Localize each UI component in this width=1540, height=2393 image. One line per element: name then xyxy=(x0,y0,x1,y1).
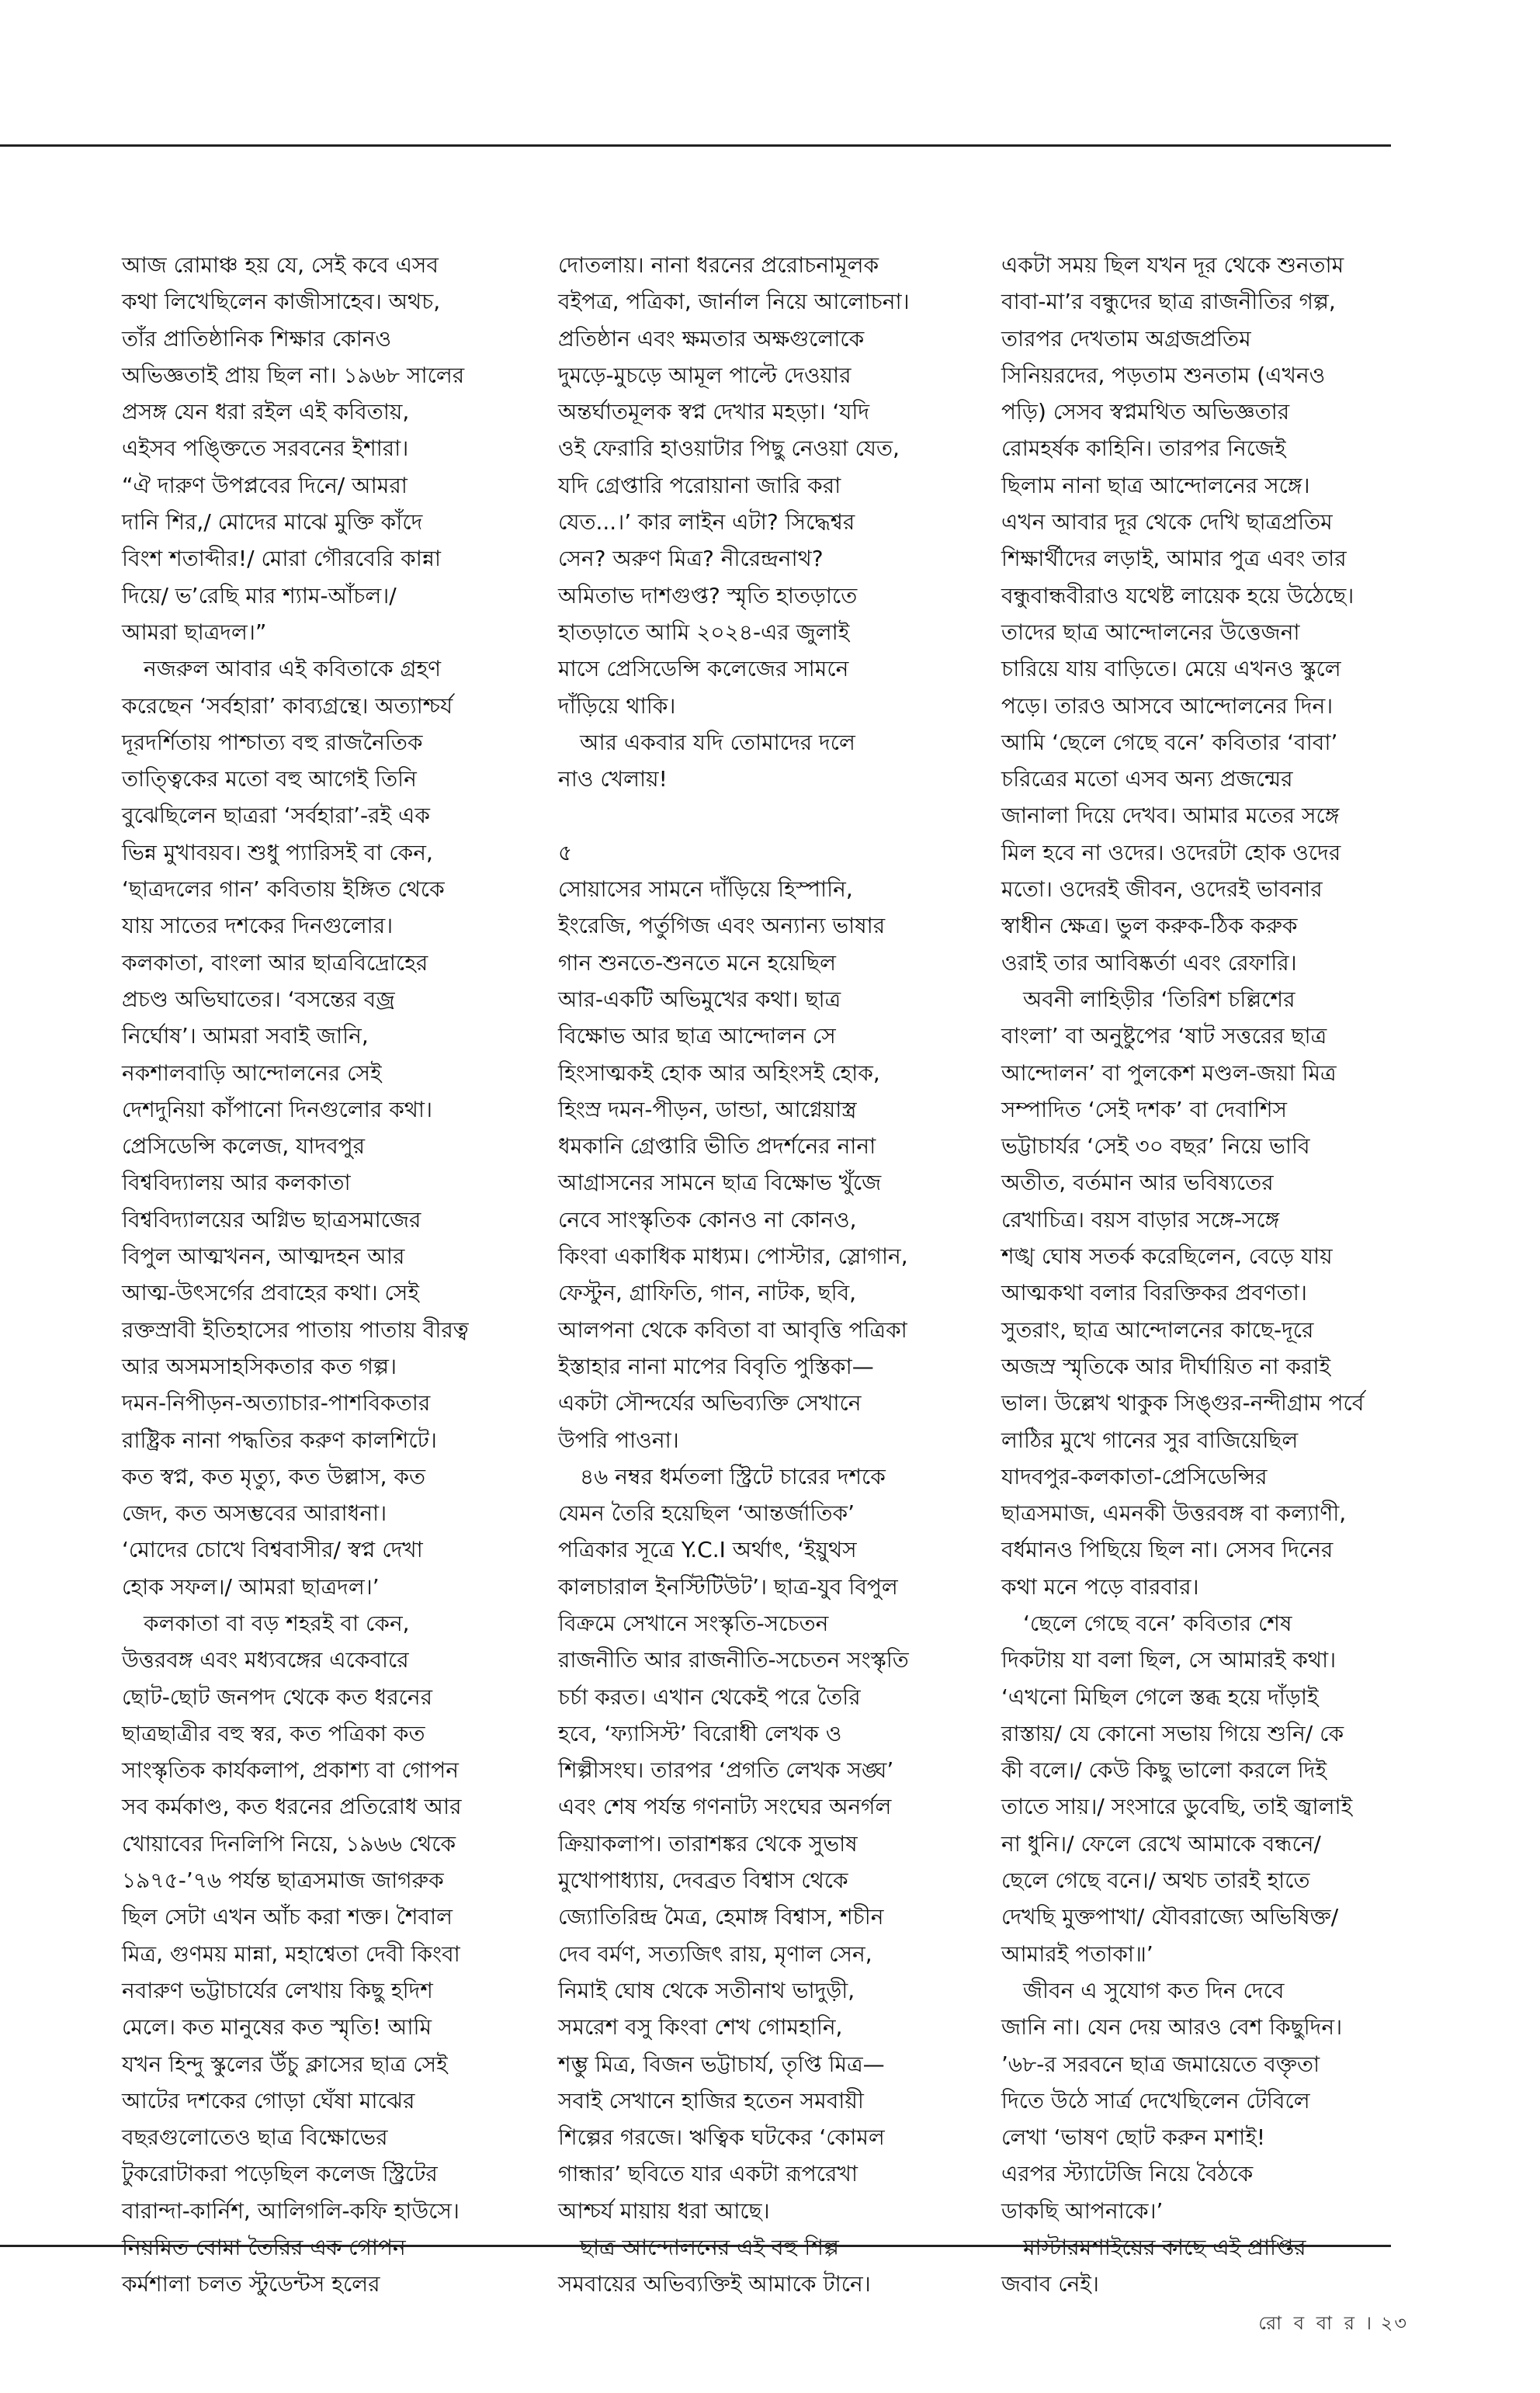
text-line: প্রসঙ্গ যেন ধরা রইল এই কবিতায়, xyxy=(122,399,410,425)
text-line: তারপর দেখতাম অগ্রজপ্রতিম xyxy=(1001,325,1251,352)
text-line: নাও খেলায়! xyxy=(558,766,668,792)
text-line: ভিন্ন মুখাবয়ব। শুধু প্যারিসই বা কেন, xyxy=(122,839,433,865)
text-line: দানি শির,/ মোদের মাঝে মুক্তি কাঁদে xyxy=(122,509,423,536)
text-line: পড়ি) সেসব স্বপ্নমথিত অভিজ্ঞতার xyxy=(1001,399,1290,425)
text-line: রাজনীতি আর রাজনীতি-সচেতন সংস্কৃতি xyxy=(558,1647,909,1673)
text-line: সব কর্মকাণ্ড, কত ধরনের প্রতিরোধ আর xyxy=(122,1794,462,1820)
text-line: আজ রোমাঞ্চ হয় যে, সেই কবে এসব xyxy=(122,252,439,278)
text-line: অতীত, বর্তমান আর ভবিষ্যতের xyxy=(1001,1170,1274,1196)
text-line: যখন হিন্দু স্কুলের উঁচু ক্লাসের ছাত্র সেই xyxy=(122,2051,448,2077)
text-line: খোয়াবের দিনলিপি নিয়ে, ১৯৬৬ থেকে xyxy=(122,1830,456,1857)
text-line: ছাত্রছাত্রীর বহু স্বর, কত পত্রিকা কত xyxy=(122,1720,425,1746)
text-line: হিংস্র দমন-পীড়ন, ডান্ডা, আগ্নেয়াস্ত্র xyxy=(558,1096,857,1122)
text-line: সমরেশ বসু কিংবা শেখ গোমহানি, xyxy=(558,2014,843,2041)
text-line: ‘মোদের চোখে বিশ্ববাসীর/ স্বপ্ন দেখা xyxy=(122,1537,423,1563)
text-line: আর-একটি অভিমুখের কথা। ছাত্র xyxy=(558,986,841,1012)
text-line: ছিল সেটা এখন আঁচ করা শক্ত। শৈবাল xyxy=(122,1904,453,1930)
text-line: নজরুল আবার এই কবিতাকে গ্রহণ xyxy=(144,656,442,682)
text-line: একটা সৌন্দর্যের অভিব্যক্তি সেখানে xyxy=(558,1390,862,1417)
text-line: ছাত্র আন্দোলনের এই বহু শিল্প xyxy=(580,2235,839,2261)
text-line: যায় সাতের দশকের দিনগুলোর। xyxy=(122,913,394,939)
text-line: মাসে প্রেসিডেন্সি কলেজের সামনে xyxy=(558,656,849,682)
text-line: বাবা-মা’র বন্ধুদের ছাত্র রাজনীতির গল্প, xyxy=(1001,289,1336,315)
text-line: অভিজ্ঞতাই প্রায় ছিল না। ১৯৬৮ সালের xyxy=(122,362,465,388)
article-column-3 xyxy=(1001,247,1379,2303)
text-line: দিকটায় যা বলা ছিল, সে আমারই কথা। xyxy=(1001,1647,1337,1673)
text-line: কিংবা একাধিক মাধ্যম। পোস্টার, স্লোগান, xyxy=(558,1243,908,1270)
page-number: ২৩ xyxy=(1380,2312,1408,2334)
text-line: ইস্তাহার নানা মাপের বিবৃতি পুস্তিকা— xyxy=(558,1353,874,1379)
text-line: শিল্পীসংঘ। তারপর ‘প্রগতি লেখক সঙ্ঘ’ xyxy=(558,1757,894,1784)
text-line: দেশদুনিয়া কাঁপানো দিনগুলোর কথা। xyxy=(122,1096,433,1122)
text-line: ‘এখনো মিছিল গেলে স্তব্ধ হয়ে দাঁড়াই xyxy=(1001,1684,1319,1710)
text-line: ভাল। উল্লেখ থাকুক সিঙ্গুর-নন্দীগ্রাম পর্বে xyxy=(1001,1390,1365,1417)
text-line: সেন? অরুণ মিত্র? নীরেন্দ্রনাথ? xyxy=(558,546,824,572)
text-line: ‘ছাত্রদলের গান’ কবিতায় ইঙ্গিত থেকে xyxy=(122,876,445,903)
text-line: দাঁড়িয়ে থাকি। xyxy=(558,692,676,719)
text-line: নবারুণ ভট্টাচার্যের লেখায় কিছু হদিশ xyxy=(122,1977,433,2003)
text-line: কর্মশালা চলত স্টুডেন্টস হলের xyxy=(122,2271,380,2298)
text-line: হোক সফল।/ আমরা ছাত্রদল।’ xyxy=(122,1573,380,1600)
text-line: এইসব পঙ্ক্তিতে সরবনের ইশারা। xyxy=(122,435,409,462)
text-line: তাঁর প্রাতিষ্ঠানিক শিক্ষার কোনও xyxy=(122,325,392,352)
text-line: আগ্রাসনের সামনে ছাত্র বিক্ষোভ খুঁজে xyxy=(558,1170,882,1196)
text-line: পত্রিকার সূত্রে Y.C.I অর্থাৎ, ‘ইয়ুথস xyxy=(558,1537,857,1563)
text-line: ক্রিয়াকলাপ। তারাশঙ্কর থেকে সুভাষ xyxy=(558,1830,858,1857)
text-line: যেত...।’ কার লাইন এটা? সিদ্ধেশ্বর xyxy=(558,509,855,536)
text-line: ওরাই তার আবিষ্কর্তা এবং রেফারি। xyxy=(1001,949,1297,976)
text-line: সম্পাদিত ‘সেই দশক’ বা দেবাশিস xyxy=(1001,1096,1288,1122)
text-line: সুতরাং, ছাত্র আন্দোলনের কাছে-দূরে xyxy=(1001,1316,1314,1343)
text-line: অমিতাভ দাশগুপ্ত? স্মৃতি হাতড়াতে xyxy=(558,582,858,609)
text-line: ডাকছি আপনাকে।’ xyxy=(1001,2197,1164,2224)
text-line: বিশ্ববিদ্যালয়ের অগ্নিভ ছাত্রসমাজের xyxy=(122,1206,421,1233)
text-line: কলকাতা, বাংলা আর ছাত্রবিদ্রোহের xyxy=(122,949,428,976)
text-line: শিল্পের গরজে। ঋত্বিক ঘটকের ‘কোমল xyxy=(558,2124,885,2151)
text-line: মেলে। কত মানুষের কত স্মৃতি! আমি xyxy=(122,2014,432,2041)
text-line: রোমহর্ষক কাহিনি। তারপর নিজেই xyxy=(1001,435,1286,462)
text-line: বইপত্র, পত্রিকা, জার্নাল নিয়ে আলোচনা। xyxy=(558,289,910,315)
text-line: পড়ে। তারও আসবে আন্দোলনের দিন। xyxy=(1001,692,1334,719)
text-line: ছাত্রসমাজ, এমনকী উত্তরবঙ্গ বা কল্যাণী, xyxy=(1001,1500,1347,1527)
text-line: বিক্রমে সেখানে সংস্কৃতি-সচেতন xyxy=(558,1610,829,1636)
text-line: এবং শেষ পর্যন্ত গণনাট্য সংঘের অনর্গল xyxy=(558,1794,892,1820)
text-line: আত্ম-উৎসর্গের প্রবাহের কথা। সেই xyxy=(122,1280,419,1306)
text-line: হিংসাত্মকই হোক আর অহিংসই হোক, xyxy=(558,1060,880,1086)
text-line: নির্ঘোষ’। আমরা সবাই জানি, xyxy=(122,1023,369,1049)
text-line: জীবন এ সুযোগ কত দিন দেবে xyxy=(1023,1977,1285,2003)
text-line: প্রেসিডেন্সি কলেজ, যাদবপুর xyxy=(122,1133,366,1160)
text-line: উপরি পাওনা। xyxy=(558,1427,679,1453)
text-line: রাস্তায়/ যে কোনো সভায় গিয়ে শুনি/ কে xyxy=(1001,1720,1344,1746)
text-line: মতো। ওদেরই জীবন, ওদেরই ভাবনার xyxy=(1001,876,1323,903)
text-line: ওই ফেরারি হাওয়াটার পিছু নেওয়া যেত, xyxy=(558,435,900,462)
text-line: “ঐ দারুণ উপপ্লবের দিনে/ আমরা xyxy=(122,472,408,498)
text-line: অন্তর্ঘাতমূলক স্বপ্ন দেখার মহড়া। ‘যদি xyxy=(558,399,870,425)
text-line: সিনিয়রদের, পড়তাম শুনতাম (এখনও xyxy=(1001,362,1326,388)
text-line: সোয়াসের সামনে দাঁড়িয়ে হিস্পানি, xyxy=(558,876,853,903)
text-line: দমন-নিপীড়ন-অত্যাচার-পাশবিকতার xyxy=(122,1390,431,1417)
text-line: ফেস্টুন, গ্রাফিতি, গান, নাটক, ছবি, xyxy=(558,1280,857,1306)
text-line: বারান্দা-কার্নিশ, আলিগলি-কফি হাউসে। xyxy=(122,2197,460,2224)
text-line: বিক্ষোভ আর ছাত্র আন্দোলন সে xyxy=(558,1023,836,1049)
text-line: আন্দোলন’ বা পুলকেশ মণ্ডল-জয়া মিত্র xyxy=(1001,1060,1337,1086)
text-line: আর একবার যদি তোমাদের দলে xyxy=(580,729,855,755)
text-line: চর্চা করত। এখান থেকেই পরে তৈরি xyxy=(558,1684,861,1710)
text-line: গান শুনতে-শুনতে মনে হয়েছিল xyxy=(558,949,836,976)
text-line: আলপনা থেকে কবিতা বা আবৃত্তি পত্রিকা xyxy=(558,1316,907,1343)
text-line: তাত্ত্বিকের মতো বহু আগেই তিনি xyxy=(122,766,417,792)
text-line: স্বাধীন ক্ষেত্র। ভুল করুক-ঠিক করুক xyxy=(1001,913,1298,939)
text-line: রক্তস্রাবী ইতিহাসের পাতায় পাতায় বীরত্ব xyxy=(122,1316,469,1343)
text-line: ৪৬ নম্বর ধর্মতলা স্ট্রিটে চারের দশকে xyxy=(580,1463,886,1490)
text-line: দেখছি মুক্তপাখা/ যৌবরাজ্যে অভিষিক্ত/ xyxy=(1001,1904,1339,1930)
text-line: ‘ছেলে গেছে বনে’ কবিতার শেষ xyxy=(1023,1610,1292,1636)
text-line: জানি না। যেন দেয় আরও বেশ কিছুদিন। xyxy=(1001,2014,1343,2041)
text-line: বাংলা’ বা অনুষ্টুপের ‘ষাট সত্তরের ছাত্র xyxy=(1001,1023,1327,1049)
footer-separator: । xyxy=(1365,2312,1374,2334)
text-line: ৫ xyxy=(558,839,573,865)
page-footer xyxy=(1258,2309,1408,2340)
text-line: নিমাই ঘোষ থেকে সতীনাথ ভাদুড়ী, xyxy=(558,1977,855,2003)
text-line: লেখা ‘ভাষণ ছোট করুন মশাই! xyxy=(1001,2124,1266,2151)
text-line: বছরগুলোতেও ছাত্র বিক্ষোভের xyxy=(122,2124,388,2151)
text-line: তাদের ছাত্র আন্দোলনের উত্তেজনা xyxy=(1001,619,1300,645)
article-column-2 xyxy=(558,247,935,2303)
text-line: দিতে উঠে সার্ত্র দেখেছিলেন টেবিলে xyxy=(1001,2087,1310,2114)
text-line: না ধুনি।/ ফেলে রেখে আমাকে বন্ধনে/ xyxy=(1001,1830,1321,1857)
text-line: দুমড়ে-মুচড়ে আমূল পাল্টে দেওয়ার xyxy=(558,362,852,388)
text-line: হবে, ‘ফ্যাসিস্ট’ বিরোধী লেখক ও xyxy=(558,1720,842,1746)
text-line: ১৯৭৫-’৭৬ পর্যন্ত ছাত্রসমাজ জাগরুক xyxy=(122,1868,444,1894)
text-line: নিয়মিত বোমা তৈরির এক গোপন xyxy=(122,2235,406,2261)
text-line: দূরদর্শিতায় পাশ্চাত্য বহু রাজনৈতিক xyxy=(122,729,423,755)
text-line: সাংস্কৃতিক কার্যকলাপ, প্রকাশ্য বা গোপন xyxy=(122,1757,459,1784)
text-line: যদি গ্রেপ্তারি পরোয়ানা জারি করা xyxy=(558,472,841,498)
text-line: হাতড়াতে আমি ২০২৪-এর জুলাই xyxy=(558,619,850,645)
text-line: গান্ধার’ ছবিতে যার একটা রূপরেখা xyxy=(558,2161,858,2187)
text-line: মাস্টারমশাইয়ের কাছে এই প্রাপ্তির xyxy=(1023,2235,1306,2261)
text-line: ছিলাম নানা ছাত্র আন্দোলনের সঙ্গে। xyxy=(1001,472,1310,498)
text-line: অবনী লাহিড়ীর ‘তিরিশ চল্লিশের xyxy=(1023,986,1295,1012)
text-line: মুখোপাধ্যায়, দেবব্রত বিশ্বাস থেকে xyxy=(558,1868,848,1894)
text-line: দেব বর্মণ, সত্যজিৎ রায়, মৃণাল সেন, xyxy=(558,1940,872,1967)
text-line: দোতলায়। নানা ধরনের প্ররোচনামূলক xyxy=(558,252,879,278)
magazine-name: রো ব বা র xyxy=(1258,2312,1358,2334)
article-column-1 xyxy=(122,247,499,2303)
top-rule xyxy=(0,144,1391,147)
text-line: বিশ্ববিদ্যালয় আর কলকাতা xyxy=(122,1170,351,1196)
text-line: অজস্র স্মৃতিকে আর দীর্ঘায়িত না করাই xyxy=(1001,1353,1331,1379)
text-line: ধমকানি গ্রেপ্তারি ভীতি প্রদর্শনের নানা xyxy=(558,1133,876,1160)
text-line: জবাব নেই। xyxy=(1001,2271,1099,2298)
text-line: বিংশ শতাব্দীর!/ মোরা গৌরবেরি কান্না xyxy=(122,546,441,572)
text-line: জ্যোতিরিন্দ্র মৈত্র, হেমাঙ্গ বিশ্বাস, শচীন xyxy=(558,1904,884,1930)
text-line: রেখাচিত্র। বয়স বাড়ার সঙ্গে-সঙ্গে xyxy=(1001,1206,1280,1233)
text-line: কথা লিখেছিলেন কাজীসাহেব। অথচ, xyxy=(122,289,441,315)
text-line: ইংরেজি, পর্তুগিজ এবং অন্যান্য ভাষার xyxy=(558,913,886,939)
text-line: আটের দশকের গোড়া ঘেঁষা মাঝের xyxy=(122,2087,415,2114)
text-line: জানালা দিয়ে দেখব। আমার মতের সঙ্গে xyxy=(1001,803,1340,829)
section-gap xyxy=(558,797,935,834)
text-line: দিয়ে/ ভ’রেছি মার শ্যাম-আঁচল।/ xyxy=(122,582,397,609)
text-line: আশ্চর্য মায়ায় ধরা আছে। xyxy=(558,2197,770,2224)
text-line: জেদ, কত অসম্ভবের আরাধনা। xyxy=(122,1500,387,1527)
text-line: সমবায়ের অভিব্যক্তিই আমাকে টানে। xyxy=(558,2271,871,2298)
text-line: কালচারাল ইনস্টিটিউট’। ছাত্র-যুব বিপুল xyxy=(558,1573,898,1600)
text-line: যাদবপুর-কলকাতা-প্রেসিডেন্সির xyxy=(1001,1463,1268,1490)
text-line: আর অসমসাহসিকতার কত গল্প। xyxy=(122,1353,397,1379)
text-line: তাতে সায়।/ সংসারে ডুবেছি, তাই জ্বালাই xyxy=(1001,1794,1353,1820)
text-line: একটা সময় ছিল যখন দূর থেকে শুনতাম xyxy=(1001,252,1344,278)
text-line: কলকাতা বা বড় শহরই বা কেন, xyxy=(144,1610,410,1636)
text-line: বিপুল আত্মখনন, আত্মদহন আর xyxy=(122,1243,405,1270)
text-line: প্রচণ্ড অভিঘাতের। ‘বসন্তের বজ্র xyxy=(122,986,395,1012)
text-line: লাঠির মুখে গানের সুর বাজিয়েছিল xyxy=(1001,1427,1299,1453)
text-line: এখন আবার দূর থেকে দেখি ছাত্রপ্রতিম xyxy=(1001,509,1333,536)
text-line: আমারই পতাকা॥’ xyxy=(1001,1940,1153,1967)
text-line: টুকরোটাকরা পড়েছিল কলেজ স্ট্রিটের xyxy=(122,2161,438,2187)
text-line: কী বলে।/ কেউ কিছু ভালো করলে দিই xyxy=(1001,1757,1327,1784)
text-line: আমি ‘ছেলে গেছে বনে’ কবিতার ‘বাবা’ xyxy=(1001,729,1338,755)
text-line: বুঝেছিলেন ছাত্ররা ‘সর্বহারা’-রই এক xyxy=(122,803,430,829)
text-line: চরিত্রের মতো এসব অন্য প্রজন্মের xyxy=(1001,766,1293,792)
text-line: ভট্টাচার্যর ‘সেই ৩০ বছর’ নিয়ে ভাবি xyxy=(1001,1133,1310,1160)
text-line: ’৬৮-র সরবনে ছাত্র জমায়েতে বক্তৃতা xyxy=(1001,2051,1320,2077)
text-line: শম্ভু মিত্র, বিজন ভট্টাচার্য, তৃপ্তি মিত্র— xyxy=(558,2051,885,2077)
text-line: প্রতিষ্ঠান এবং ক্ষমতার অক্ষগুলোকে xyxy=(558,325,865,352)
text-line: মিল হবে না ওদের। ওদেরটা হোক ওদের xyxy=(1001,839,1341,865)
text-line: রাষ্ট্রিক নানা পদ্ধতির করুণ কালশিটে। xyxy=(122,1427,437,1453)
text-line: নকশালবাড়ি আন্দোলনের সেই xyxy=(122,1060,382,1086)
text-line: ছেলে গেছে বনে।/ অথচ তারই হাতে xyxy=(1001,1868,1310,1894)
bottom-rule xyxy=(0,2245,1391,2247)
text-line: বন্ধুবান্ধবীরাও যথেষ্ট লায়েক হয়ে উঠেছে। xyxy=(1001,582,1354,609)
text-line: এরপর স্ট্যাটেজি নিয়ে বৈঠকে xyxy=(1001,2161,1254,2187)
text-line: কত স্বপ্ন, কত মৃত্যু, কত উল্লাস, কত xyxy=(122,1463,425,1490)
text-line: আমরা ছাত্রদল।” xyxy=(122,619,267,645)
text-line: চারিয়ে যায় বাড়িতে। মেয়ে এখনও স্কুলে xyxy=(1001,656,1341,682)
text-line: নেবে সাংস্কৃতিক কোনও না কোনও, xyxy=(558,1206,857,1233)
text-line: উত্তরবঙ্গ এবং মধ্যবঙ্গের একেবারে xyxy=(122,1647,409,1673)
text-line: কথা মনে পড়ে বারবার। xyxy=(1001,1573,1199,1600)
text-line: আত্মকথা বলার বিরক্তিকর প্রবণতা। xyxy=(1001,1280,1307,1306)
text-line: সবাই সেখানে হাজির হতেন সমবায়ী xyxy=(558,2087,864,2114)
text-line: যেমন তৈরি হয়েছিল ‘আন্তর্জাতিক’ xyxy=(558,1500,855,1527)
text-line: শিক্ষার্থীদের লড়াই, আমার পুত্র এবং তার xyxy=(1001,546,1347,572)
text-line: শঙ্খ ঘোষ সতর্ক করেছিলেন, বেড়ে যায় xyxy=(1001,1243,1333,1270)
text-line: ছোট-ছোট জনপদ থেকে কত ধরনের xyxy=(122,1684,432,1710)
text-line: মিত্র, গুণময় মান্না, মহাশ্বেতা দেবী কিংবা xyxy=(122,1940,460,1967)
text-line: করেছেন ‘সর্বহারা’ কাব্যগ্রন্থে। অত্যাশ্চর্য xyxy=(122,692,453,719)
text-line: বর্ধমানও পিছিয়ে ছিল না। সেসব দিনের xyxy=(1001,1537,1334,1563)
